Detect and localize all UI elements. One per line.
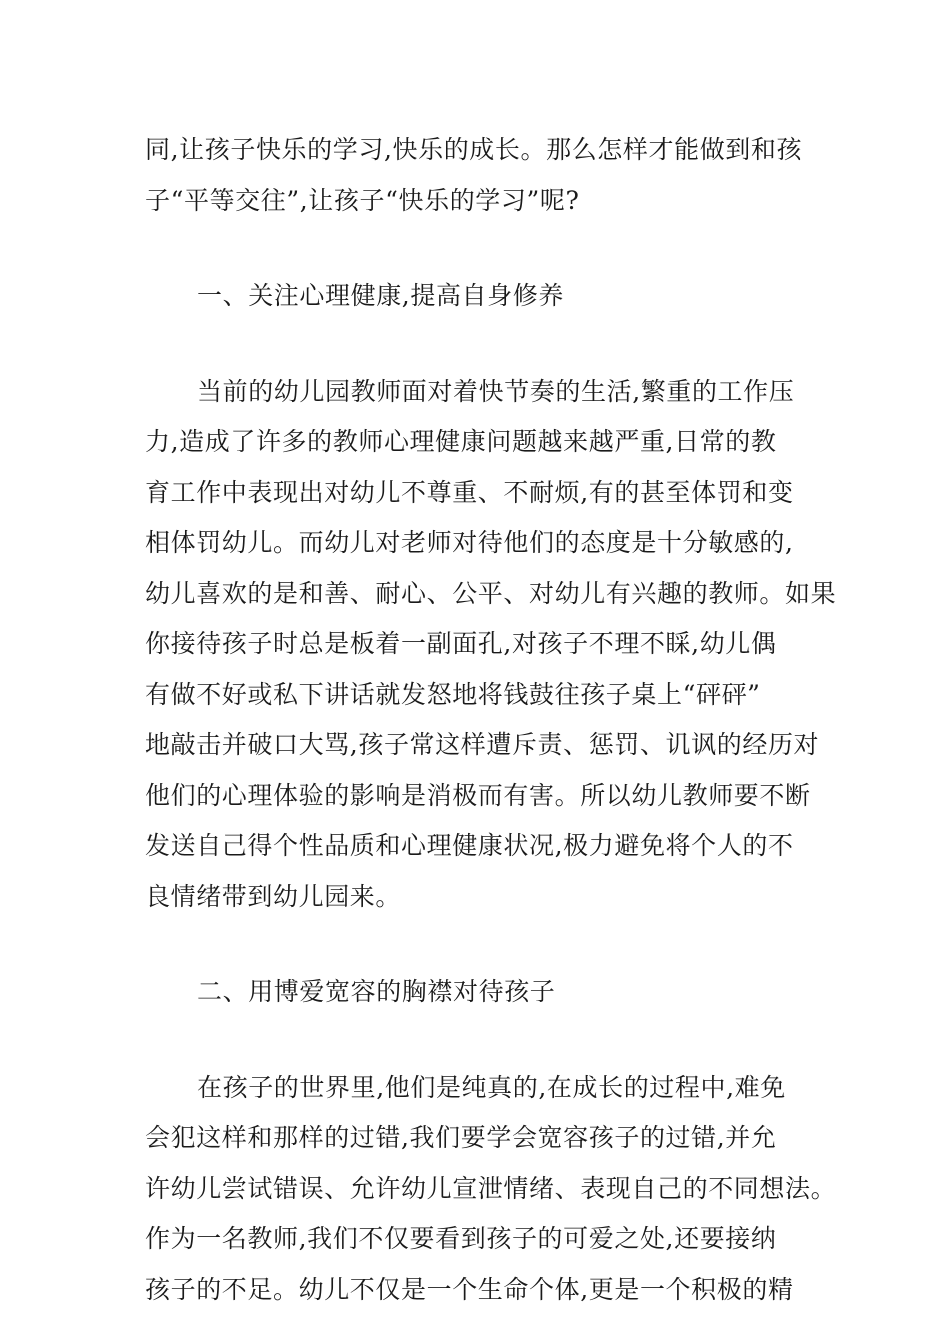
paragraph-1 — [145, 367, 837, 923]
text-line: 育工作中表现出对幼儿不尊重、不耐烦,有的甚至体罚和变 — [145, 477, 794, 507]
paragraph-2 — [145, 1063, 837, 1316]
text-line: 你接待孩子时总是板着一副面孔,对孩子不理不睬,幼儿偶 — [145, 629, 777, 658]
text-line: 幼儿喜欢的是和善、耐心、公平、对幼儿有兴趣的教师。如果 — [145, 578, 837, 608]
document-body — [145, 125, 837, 1315]
text-line: 在孩子的世界里,他们是纯真的,在成长的过程中,难免 — [197, 1072, 786, 1102]
intro-paragraph — [145, 125, 810, 226]
text-line: 相体罚幼儿。而幼儿对老师对待他们的态度是十分敏感的, — [145, 528, 794, 557]
text-line: 当前的幼儿园教师面对着快节奏的生活,繁重的工作压 — [197, 376, 795, 406]
text-line: 同,让孩子快乐的学习,快乐的成长。那么怎样才能做到和孩 — [145, 135, 803, 164]
text-line: 有做不好或私下讲话就发怒地将钱鼓往孩子桌上“砰砰” — [145, 679, 761, 709]
text-line: 子“平等交往”,让孩子“快乐的学习”呢? — [145, 185, 580, 215]
text-line: 良情绪带到幼儿园来。 — [145, 881, 402, 911]
text-line: 发送自己得个性品质和心理健康状况,极力避免将个人的不 — [145, 831, 794, 860]
section-heading-2: 二、用博爱宽容的胸襟对待孩子 — [197, 977, 556, 1006]
text-line: 许幼儿尝试错误、允许幼儿宣泄情绪、表现自己的不同想法。 — [145, 1173, 837, 1203]
text-line: 会犯这样和那样的过错,我们要学会宽容孩子的过错,并允 — [145, 1123, 777, 1152]
text-line: 作为一名教师,我们不仅要看到孩子的可爱之处,还要接纳 — [145, 1224, 777, 1253]
text-line: 孩子的不足。幼儿不仅是一个生命个体,更是一个积极的精 — [145, 1274, 794, 1304]
text-line: 他们的心理体验的影响是消极而有害。所以幼儿教师要不断 — [145, 780, 811, 810]
section-heading-1: 一、关注心理健康,提高自身修养 — [197, 281, 564, 310]
text-line: 地敲击并破口大骂,孩子常这样遭斥责、惩罚、讥讽的经历对 — [145, 730, 820, 759]
text-line: 力,造成了许多的教师心理健康问题越来越严重,日常的教 — [145, 427, 777, 456]
